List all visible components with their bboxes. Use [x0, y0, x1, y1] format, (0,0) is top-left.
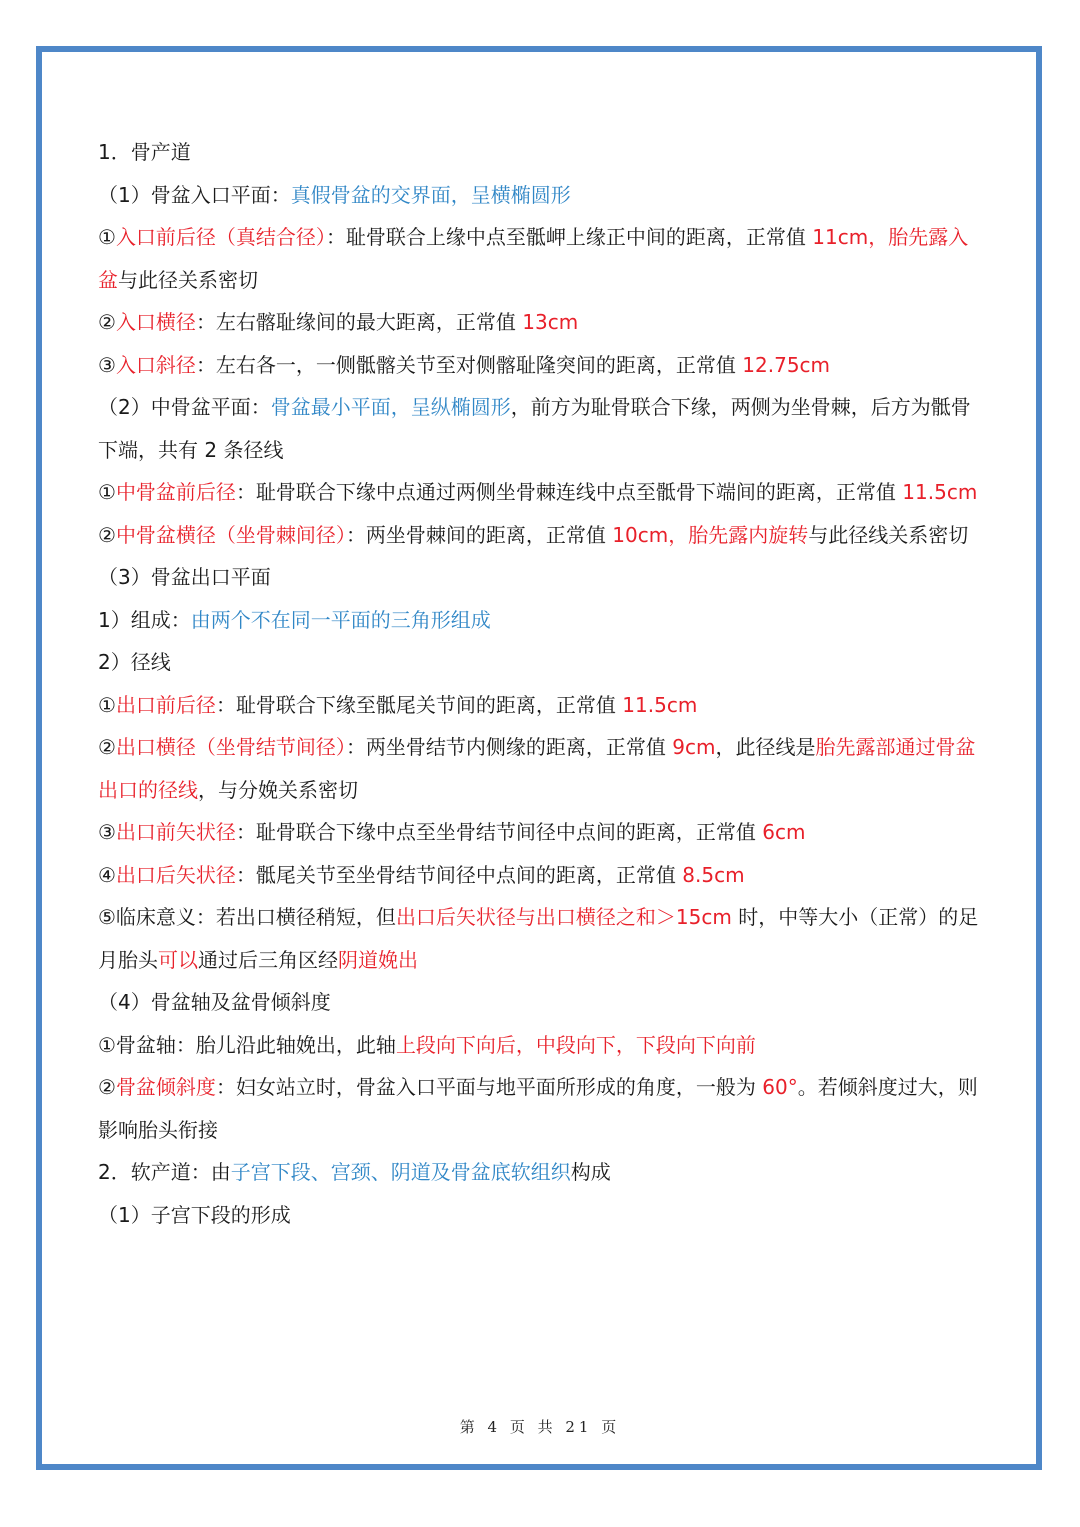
body-text: 2）径线 [98, 650, 171, 674]
paragraph [98, 599, 986, 642]
highlight-red-text: 中骨盆横径（坐骨棘间径） [115, 522, 346, 547]
body-text: ：耻骨联合上缘中点至骶岬上缘正中间的距离，正常值 [325, 225, 813, 249]
body-text: ① [98, 225, 116, 249]
body-text: ①骨盆轴：胎儿沿此轴娩出，此轴 [98, 1032, 396, 1057]
body-text: ：骶尾关节至坐骨结节间径中点间的距离，正常值 [235, 862, 683, 887]
highlight-red-text: 中骨盆前后径 [115, 480, 236, 504]
highlight-red-text: 骨盆倾斜度 [115, 1075, 216, 1099]
paragraph [98, 726, 986, 811]
body-text: ：耻骨联合下缘中点通过两侧坐骨棘连线中点至骶骨下端间的距离，正常值 [235, 480, 903, 504]
highlight-red-text: 9cm [672, 735, 716, 759]
body-text: ① [98, 480, 116, 504]
paragraph [98, 1024, 986, 1067]
highlight-red-text: 入口斜径 [115, 352, 196, 377]
highlight-red-text: 10cm，胎先露内旋转 [612, 522, 809, 547]
paragraph [98, 131, 986, 174]
highlight-blue-text: 子宫下段、宫颈、阴道及骨盆底软组织 [230, 1160, 571, 1184]
body-text: 1．骨产道 [98, 140, 191, 164]
body-text: ：两坐骨结节内侧缘的距离，正常值 [345, 735, 673, 759]
body-text: ④ [98, 862, 116, 887]
paragraph [98, 1151, 986, 1194]
highlight-red-text: 11.5cm [622, 692, 698, 717]
body-text: （1）子宫下段的形成 [98, 1202, 291, 1227]
highlight-red-text: 出口前后径 [115, 692, 216, 717]
body-text: ，与分娩关系密切 [198, 777, 358, 802]
highlight-red-text: 60° [762, 1075, 798, 1099]
highlight-red-text: 6cm [762, 820, 806, 844]
body-text: ：两坐骨棘间的距离，正常值 [345, 522, 613, 547]
paragraph [98, 301, 986, 344]
highlight-red-text: 出口后矢状径 [115, 862, 236, 887]
body-text: ：耻骨联合下缘中点至坐骨结节间径中点间的距离，正常值 [235, 820, 763, 844]
body-text: ③ [98, 820, 116, 844]
paragraph [98, 216, 986, 301]
page-footer: 第 4 页 共 21 页 [459, 1418, 621, 1436]
body-text: ① [98, 692, 116, 717]
highlight-red-text: 上段向下向后，中段向下，下段向下向前 [395, 1032, 756, 1057]
body-text: ② [98, 735, 116, 759]
highlight-red-text: 8.5cm [682, 862, 745, 887]
highlight-red-text: 出口前矢状径 [115, 820, 236, 844]
body-text: 与此径关系密切 [118, 267, 258, 292]
body-text: 。若倾斜度过大，则影响胎头衔接 [98, 1075, 978, 1142]
body-text: ：左右髂耻缘间的最大距离，正常值 [195, 310, 523, 334]
body-text: 时，中等大小（正常）的足月胎头 [98, 905, 979, 972]
paragraph [98, 1194, 986, 1237]
body-text: （2）中骨盆平面： [98, 395, 271, 419]
highlight-red-text: 入口横径 [115, 310, 196, 334]
paragraph [98, 386, 986, 471]
highlight-red-text: 可以 [158, 947, 198, 972]
highlight-red-text: 11.5cm [902, 480, 978, 504]
body-text: （4）骨盆轴及盆骨倾斜度 [98, 990, 331, 1014]
body-text: （1）骨盆入口平面： [98, 182, 291, 207]
highlight-red-text: 入口前后径（真结合径） [115, 225, 326, 249]
body-text: ：左右各一，一侧骶髂关节至对侧髂耻隆突间的距离，正常值 [195, 352, 743, 377]
paragraph [98, 854, 986, 897]
body-text: ② [98, 522, 116, 547]
paragraph [98, 174, 986, 217]
paragraph [98, 896, 986, 981]
body-text: ② [98, 310, 116, 334]
highlight-blue-text: 真假骨盆的交界面，呈横椭圆形 [290, 182, 571, 207]
paragraph [98, 981, 986, 1024]
highlight-red-text: 12.75cm [742, 352, 831, 377]
body-text: ③ [98, 352, 116, 377]
body-text: ② [98, 1075, 116, 1099]
body-text: ：耻骨联合下缘至骶尾关节间的距离，正常值 [215, 692, 623, 717]
paragraph [98, 1066, 986, 1151]
highlight-blue-text: 骨盆最小平面，呈纵椭圆形 [270, 395, 511, 419]
body-text: 通过后三角区经 [198, 947, 338, 972]
highlight-red-text: 胎先露部通过骨盆出口的径线 [98, 735, 976, 802]
highlight-red-text: 出口后矢状径与出口横径之和＞15cm [395, 905, 732, 929]
body-text: （3）骨盆出口平面 [98, 565, 271, 589]
highlight-red-text: 出口横径（坐骨结节间径） [115, 735, 346, 759]
body-text: ⑤临床意义：若出口横径稍短，但 [98, 905, 396, 929]
body-text: ，此径线是 [715, 735, 816, 759]
body-text: 2．软产道：由 [98, 1160, 231, 1184]
highlight-red-text: 13cm [522, 310, 579, 334]
paragraph [98, 556, 986, 599]
paragraph [98, 471, 986, 514]
body-text: ：妇女站立时，骨盆入口平面与地平面所形成的角度，一般为 [215, 1075, 763, 1099]
paragraph [98, 641, 986, 684]
paragraph [98, 514, 986, 557]
body-text: 与此径线关系密切 [808, 522, 969, 547]
paragraph [98, 811, 986, 854]
document-body [98, 131, 986, 1236]
highlight-red-text: 11cm，胎先露入盆 [98, 225, 969, 292]
paragraph [98, 684, 986, 727]
highlight-blue-text: 由两个不在同一平面的三角形组成 [190, 607, 491, 632]
body-text: 构成 [570, 1160, 611, 1184]
body-text: ，前方为耻骨联合下缘，两侧为坐骨棘，后方为骶骨下端，共有 2 条径线 [98, 395, 971, 462]
highlight-red-text: 阴道娩出 [338, 947, 418, 972]
paragraph [98, 344, 986, 387]
body-text: 1）组成： [98, 607, 191, 632]
